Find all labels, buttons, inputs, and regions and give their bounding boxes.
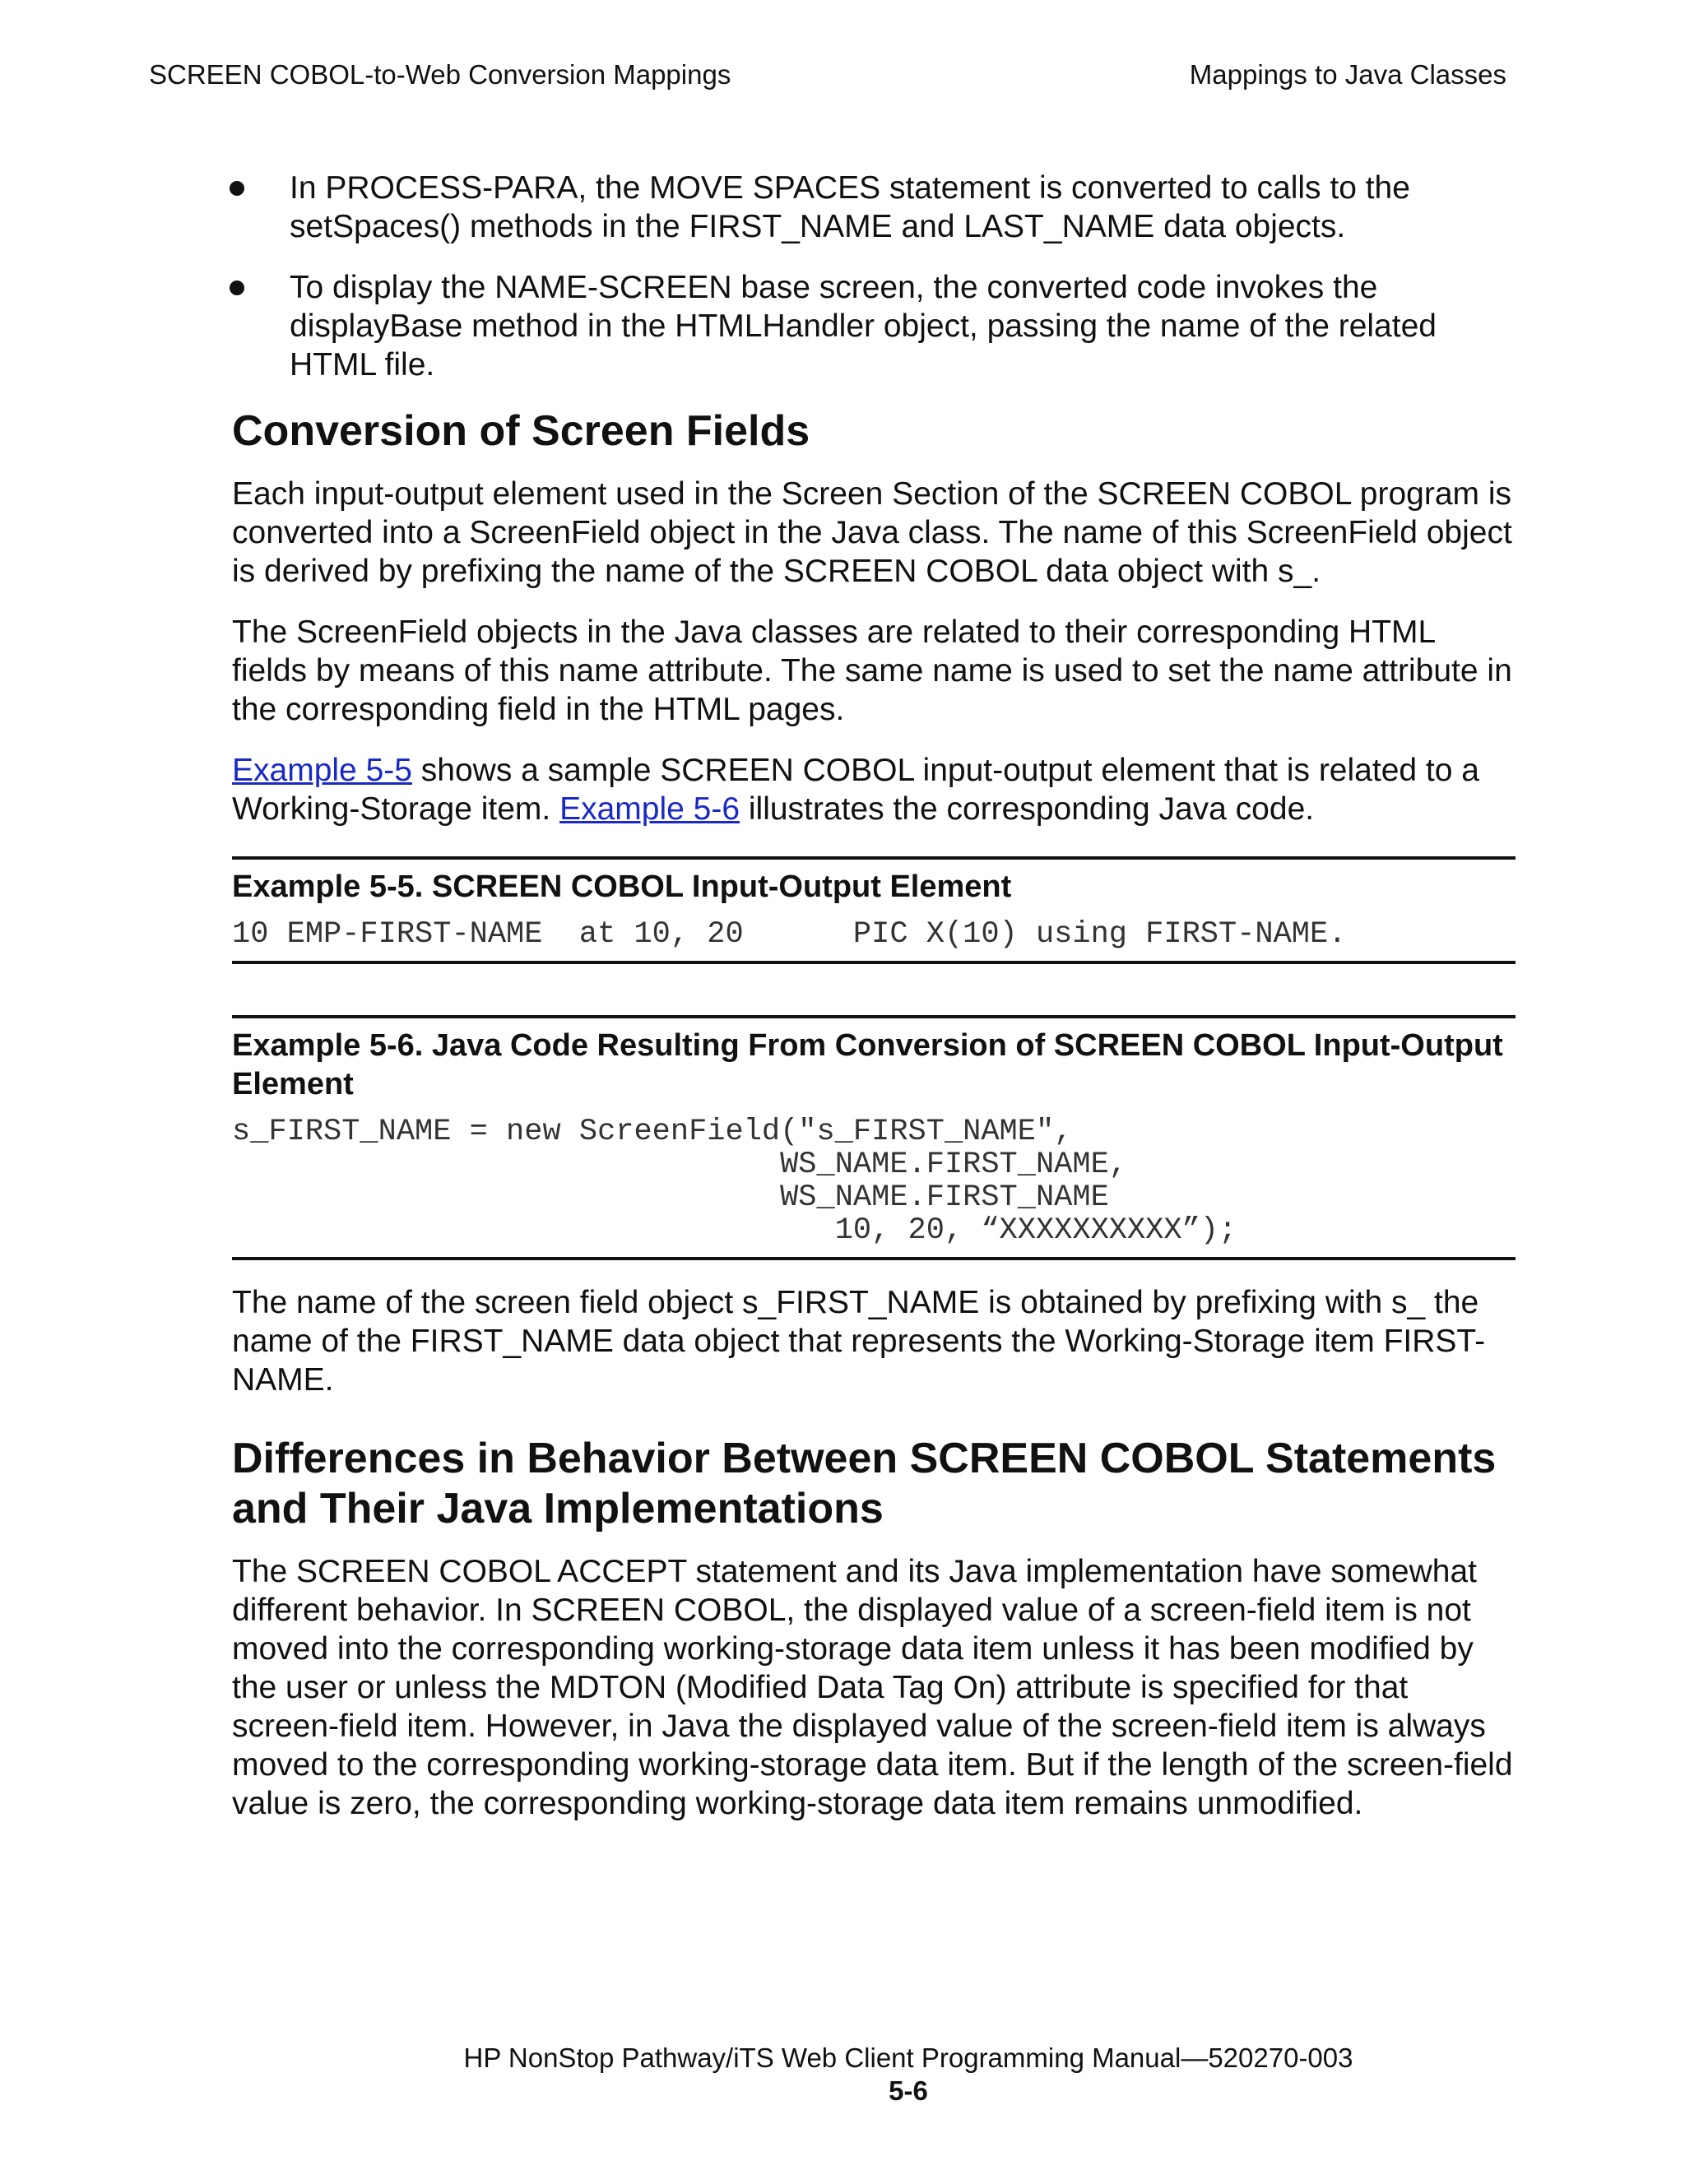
example-5-5-box	[232, 856, 1516, 964]
bullet-item	[232, 169, 1516, 246]
paragraph-text: illustrates the corresponding Java code.	[740, 791, 1315, 827]
example-title: Example 5-5. SCREEN COBOL Input-Output Element	[232, 869, 1012, 904]
example-5-6-link[interactable]: Example 5-6	[559, 791, 740, 827]
bullet-text: To display the NAME-SCREEN base screen, the converted code invokes the displayBase method in the HTMLHandler object, passing the name of the related HTML file.	[290, 270, 1437, 383]
example-title: Example 5-6. Java Code Resulting From Conversion of SCREEN COBOL Input-Output Element	[232, 1028, 1503, 1101]
bullet-text: In PROCESS-PARA, the MOVE SPACES statement is converted to calls to the setSpaces() methods in the FIRST_NAME and LAST_NAME data objects.	[290, 170, 1410, 244]
paragraph: The name of the screen field object s_FIRST_NAME is obtained by prefixing with s_ the name of the FIRST_NAME data object that represents the Working-Storage item FIRST-NAME.	[232, 1285, 1486, 1398]
code-block: 10 EMP-FIRST-NAME at 10, 20 PIC X(10) using FIRST-NAME.	[232, 917, 1347, 952]
page-number: 5-6	[889, 2075, 928, 2106]
header-section-title: Mappings to Java Classes	[1189, 59, 1506, 90]
footer-manual-title: HP NonStop Pathway/iTS Web Client Programming Manual—520270-003	[463, 2043, 1353, 2073]
paragraph: Each input-output element used in the Screen Section of the SCREEN COBOL program is converted into a ScreenField object in the Java class. The name of this ScreenField object is derived by prefixing the name of the SCREEN COBOL data object with s_.	[232, 476, 1512, 589]
example-5-5-link[interactable]: Example 5-5	[232, 753, 412, 788]
page-content	[232, 169, 1516, 1845]
paragraph: The ScreenField objects in the Java classes are related to their corresponding HTML fields by means of this name attribute. The same name is used to set the name attribute in the corresponding field in the HTML pages.	[232, 614, 1512, 727]
bullet-icon	[230, 281, 244, 295]
page-footer	[0, 2042, 1685, 2107]
header-chapter-title: SCREEN COBOL-to-Web Conversion Mappings	[149, 59, 731, 90]
paragraph-text: shows a sample SCREEN COBOL input-output element that is related to a Working-Storage item.	[232, 753, 1479, 827]
section-heading-differences: Differences in Behavior Between SCREEN COBOL Statements and Their Java Implementations	[232, 1435, 1497, 1533]
code-block: s_FIRST_NAME = new ScreenField("s_FIRST_NAME", WS_NAME.FIRST_NAME, WS_NAME.FIRST_NAME 10, 20, “XXXXXXXXXX”);	[232, 1115, 1237, 1248]
bullet-icon	[230, 181, 244, 196]
bullet-item	[232, 268, 1516, 384]
example-5-6-box	[232, 1015, 1516, 1260]
paragraph: The SCREEN COBOL ACCEPT statement and its Java implementation have somewhat different behavior. In SCREEN COBOL, the displayed value of a screen-field item is not moved into the corresponding working-storage data item unless it has been modified by the user or unless the MDTON (Modified Data Tag On) attribute is specified for that screen-field item. However, in Java the displayed value of the screen-field item is always moved to the corresponding working-storage data item. But if the length of the screen-field value is zero, the corresponding working-storage data item remains unmodified.	[232, 1554, 1513, 1821]
paragraph-with-links	[232, 751, 1516, 828]
section-heading-conversion: Conversion of Screen Fields	[232, 407, 810, 455]
running-header	[149, 59, 1506, 92]
bullet-list	[232, 169, 1516, 384]
